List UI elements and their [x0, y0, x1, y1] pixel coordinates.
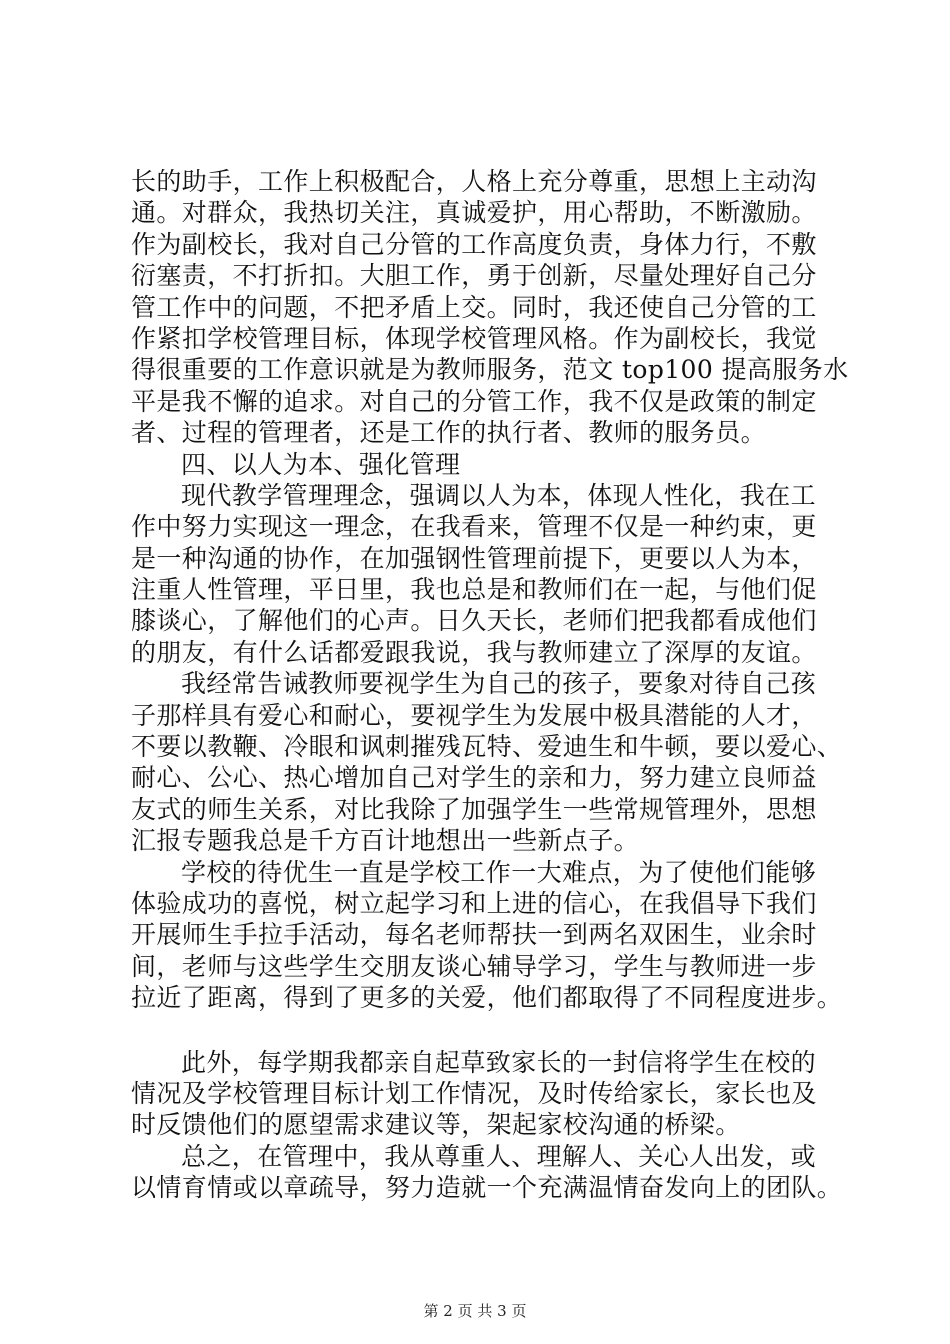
text-line: 注重人性管理，平日里，我也总是和教师们在一起，与他们促 [131, 575, 817, 605]
page-number-footer: 第 2 页 共 3 页 [423, 1302, 527, 1320]
text-line: 开展师生手拉手活动，每名老师帮扶一到两名双困生，业余时 [131, 920, 817, 950]
text-line: 作紧扣学校管理目标，体现学校管理风格。作为副校长，我觉 [131, 323, 817, 353]
text-line: 情况及学校管理目标计划工作情况，及时传给家长，家长也及 [131, 1078, 817, 1108]
text-line: 不要以教鞭、冷眼和讽刺摧残瓦特、爱迪生和牛顿，要以爱心、 [131, 732, 843, 762]
text-line: 衍塞责，不打折扣。大胆工作，勇于创新，尽量处理好自己分 [131, 261, 817, 291]
text-line: 间，老师与这些学生交朋友谈心辅导学习，学生与教师进一步 [131, 951, 817, 981]
paragraph-start-line: 总之，在管理中，我从尊重人、理解人、关心人出发，或 [181, 1141, 817, 1171]
text-line: 得很重要的工作意识就是为教师服务，范文 top100 提高服务水 [131, 355, 849, 385]
paragraph-start-line: 学校的待优生一直是学校工作一大难点，为了使他们能够 [181, 857, 817, 887]
paragraph-gap [131, 1014, 851, 1047]
text-line: 是一种沟通的协作，在加强钢性管理前提下，更要以人为本， [131, 543, 817, 573]
paragraph-start-line: 现代教学管理理念，强调以人为本，体现人性化，我在工 [181, 480, 817, 510]
text-line: 平是我不懈的追求。对自己的分管工作，我不仅是政策的制定 [131, 386, 817, 416]
document-body [131, 166, 851, 1204]
text-line: 长的助手，工作上积极配合，人格上充分尊重，思想上主动沟 [131, 167, 817, 196]
section-heading: 四、以人为本、强化管理 [181, 449, 461, 479]
text-line: 作中努力实现这一理念，在我看来，管理不仅是一种约束，更 [131, 512, 817, 542]
text-line: 者、过程的管理者，还是工作的执行者、教师的服务员。 [131, 418, 767, 448]
text-line: 的朋友，有什么话都爱跟我说，我与教师建立了深厚的友谊。 [131, 637, 817, 667]
text-line: 体验成功的喜悦，树立起学习和上进的信心，在我倡导下我们 [131, 888, 817, 918]
text-line: 汇报专题我总是千方百计地想出一些新点子。 [131, 826, 640, 856]
text-line: 拉近了距离，得到了更多的关爱，他们都取得了不同程度进步。 [131, 983, 843, 1013]
text-line: 作为副校长，我对自己分管的工作高度负责，身体力行，不敷 [131, 229, 817, 259]
text-line: 友式的师生关系，对比我除了加强学生一些常规管理外，思想 [131, 794, 817, 824]
text-line: 以情育情或以章疏导，努力造就一个充满温情奋发向上的团队。 [131, 1173, 843, 1203]
text-line: 管工作中的问题，不把矛盾上交。同时，我还使自己分管的工 [131, 292, 817, 322]
paragraph-start-line: 此外，每学期我都亲自起草致家长的一封信将学生在校的 [181, 1047, 817, 1077]
text-line: 子那样具有爱心和耐心，要视学生为发展中极具潜能的人才， [131, 700, 817, 730]
paragraph-start-line: 我经常告诫教师要视学生为自己的孩子，要象对待自己孩 [181, 669, 817, 699]
text-line: 耐心、公心、热心增加自己对学生的亲和力，努力建立良师益 [131, 763, 817, 793]
text-line: 膝谈心，了解他们的心声。日久天长，老师们把我都看成他们 [131, 606, 817, 636]
text-line: 通。对群众，我热切关注，真诚爱护，用心帮助，不断激励。 [131, 198, 817, 228]
text-line: 时反馈他们的愿望需求建议等，架起家校沟通的桥梁。 [131, 1110, 741, 1140]
